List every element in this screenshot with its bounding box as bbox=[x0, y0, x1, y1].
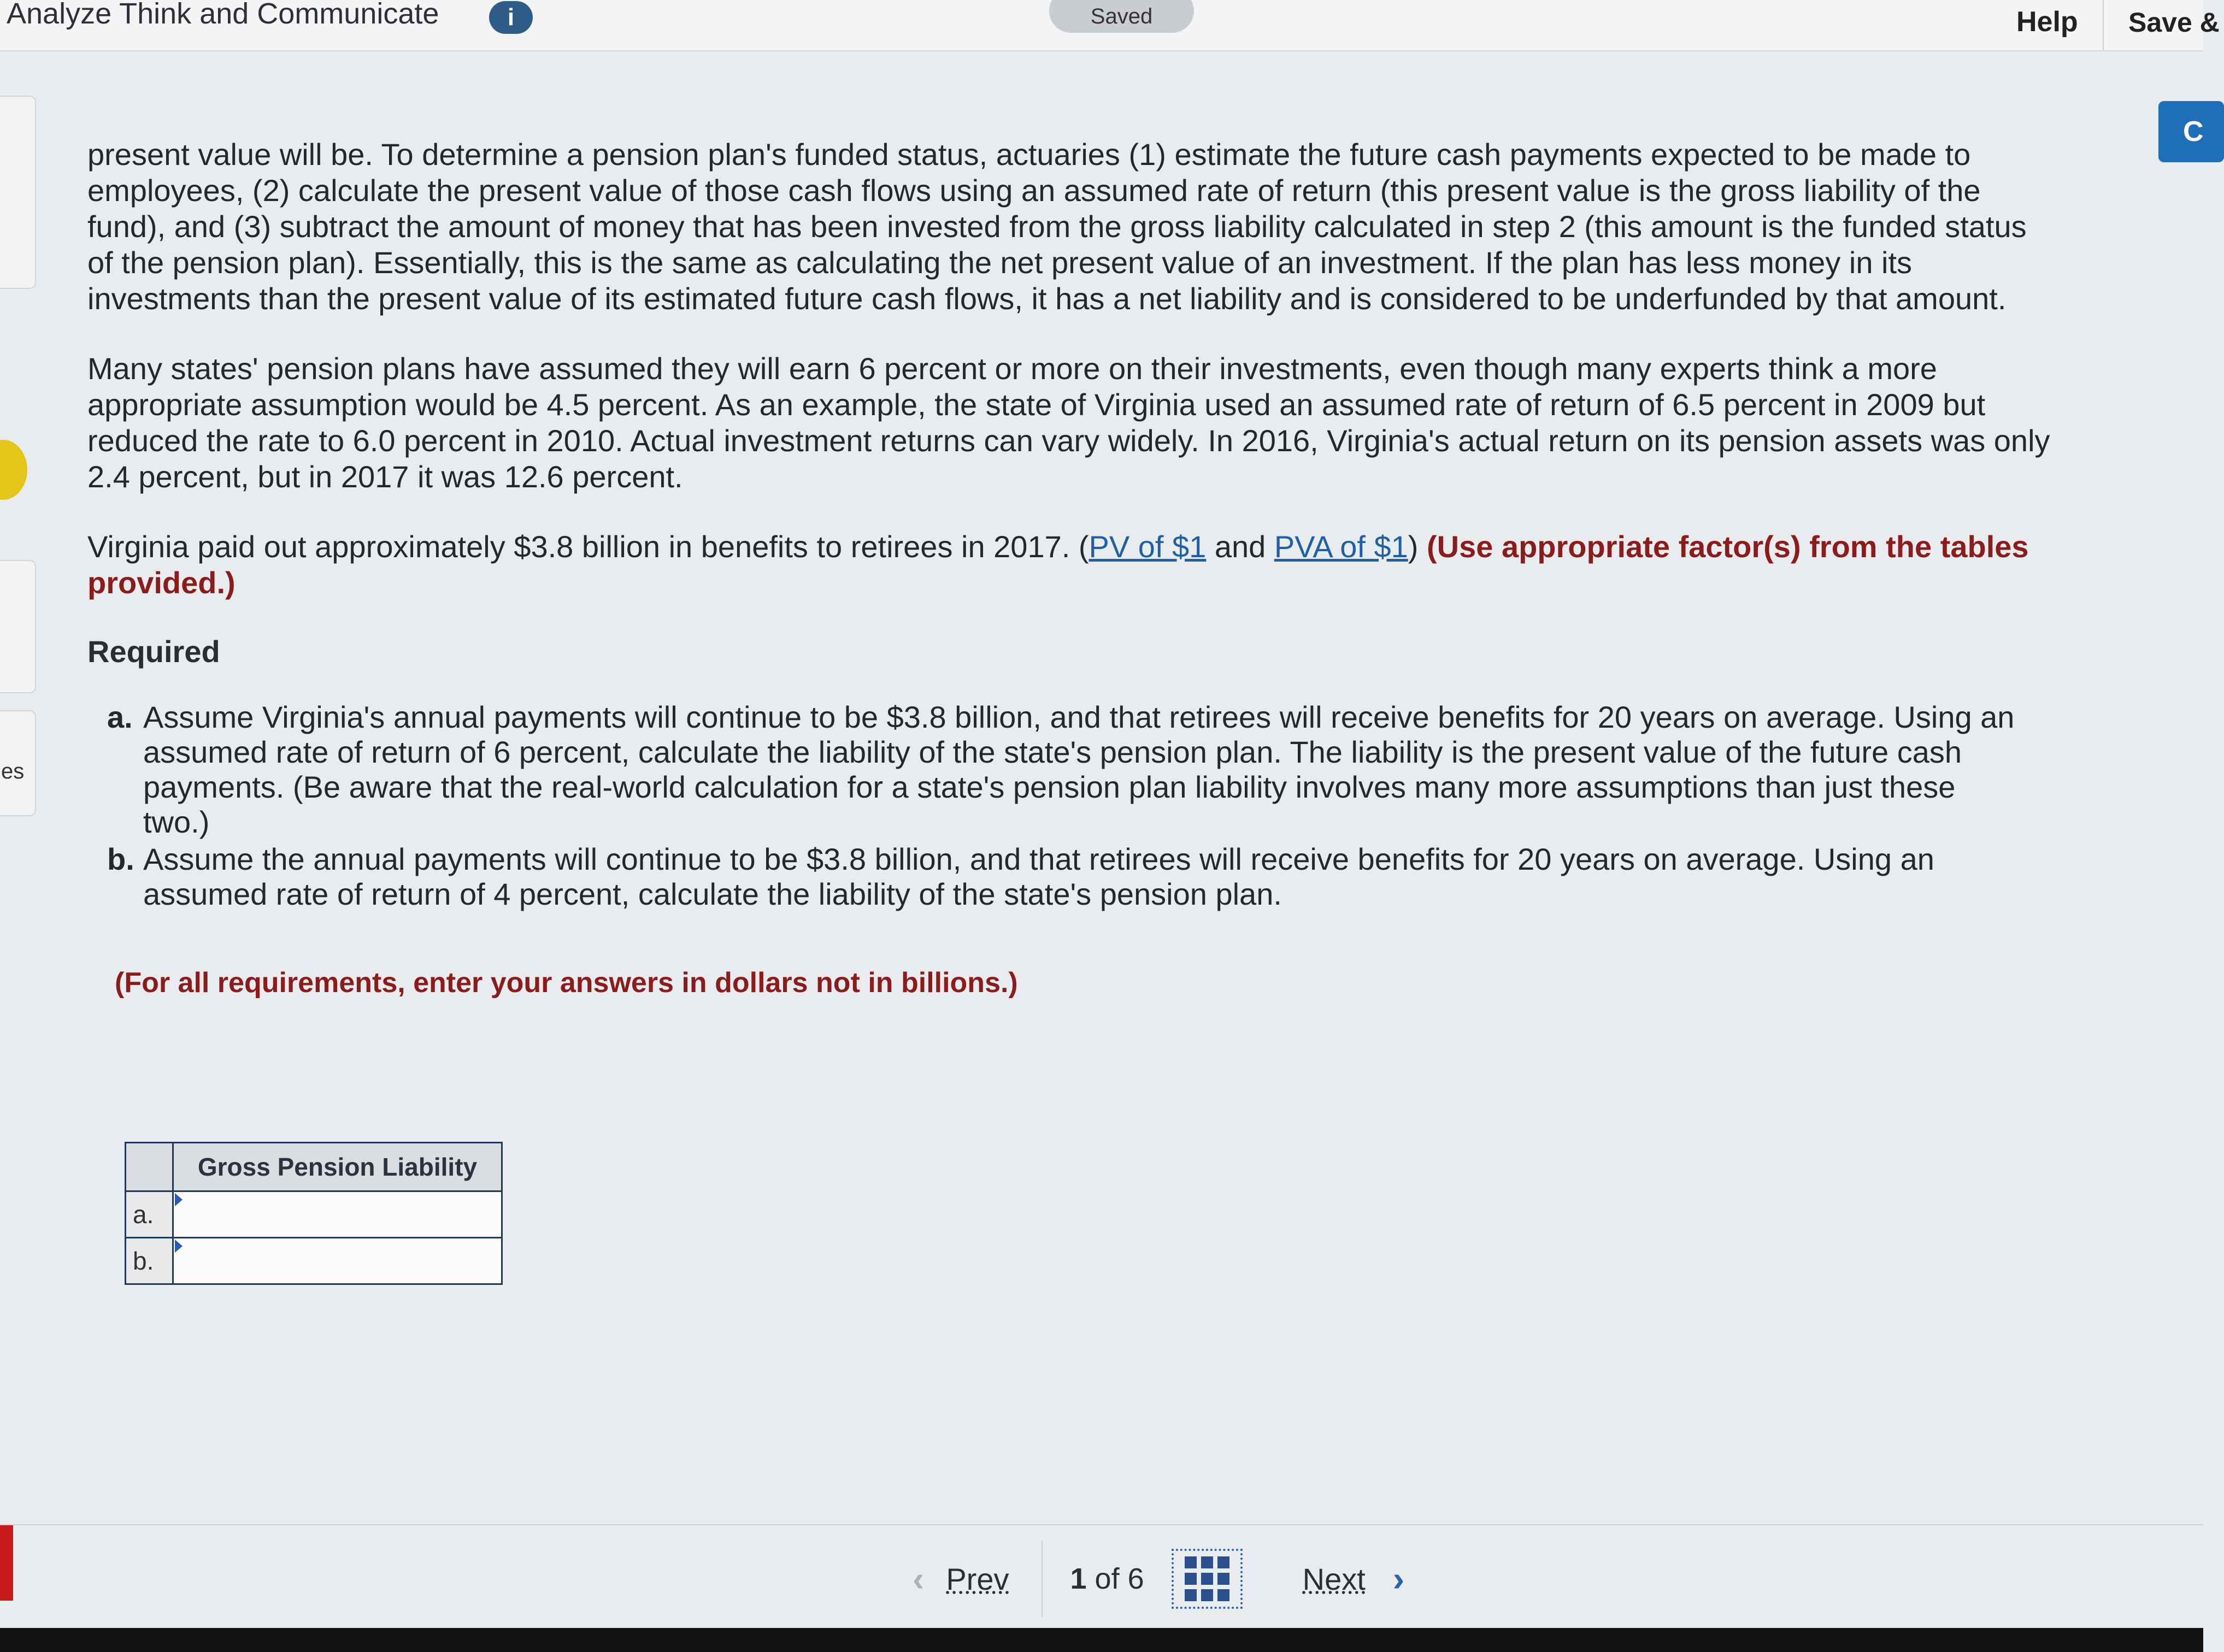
requirement-letter: a. bbox=[107, 700, 133, 734]
save-exit-button[interactable]: Save & bbox=[2128, 7, 2220, 38]
requirement-text: Assume Virginia's annual payments will continue to be $3.8 billion, and that retirees will receive benefits for 20 years on average. Using an assumed rate of return of 6 percent, calculate the liability of the state's pension plan. The liability is the present value of the future cash payments. (Be aware that the real-world calculation for a state's pension plan liability involves many more assumptions than just these two.) bbox=[143, 700, 2015, 839]
assignment-title: Analyze Think and Communicate bbox=[7, 0, 439, 30]
requirements-list bbox=[107, 700, 2055, 912]
right-panel-tab[interactable]: C bbox=[2158, 101, 2224, 162]
pager-divider bbox=[1042, 1541, 1043, 1617]
requirement-b bbox=[107, 842, 2055, 912]
paragraph-funded-status: present value will be. To determine a pension plan's funded status, actuaries (1) estimate the future cash payments expected to be made to employees, (2) calculate the present value of those cash flows using an assumed rate of return (this present value is the gross liability of the fund), and (3) subtract the amount of money that has been invested from the gross liability calculated in step 2 (this amount is the funded status of the pension plan). Essentially, this is the same as calculating the net present value of an investment. If the plan has less money in its investments than the present value of its estimated future cash flows, it has a net liability and is considered to be underfunded by that amount. bbox=[87, 137, 2027, 316]
chevron-right-icon: › bbox=[1392, 1559, 1405, 1598]
chevron-left-icon: ‹ bbox=[913, 1559, 925, 1598]
answer-cell-a[interactable] bbox=[173, 1191, 502, 1238]
benefits-lead: Virginia paid out approximately $3.8 billion in benefits to retirees in 2017. ( bbox=[87, 529, 1089, 564]
requirement-letter: b. bbox=[107, 842, 134, 876]
side-marker bbox=[0, 1524, 13, 1601]
cell-marker-icon bbox=[175, 1193, 183, 1206]
info-icon[interactable]: i bbox=[489, 1, 533, 34]
instruction-emphasis: (Use appropriate factor(s) from the tables provided.) bbox=[87, 529, 2029, 600]
side-panel-label[interactable]: es bbox=[1, 759, 25, 783]
page-counter bbox=[1070, 1562, 1144, 1596]
question-content bbox=[87, 137, 2055, 999]
required-heading: Required bbox=[87, 634, 220, 669]
screen-bottom-bezel bbox=[0, 1628, 2203, 1652]
next-label: Next bbox=[1302, 1561, 1366, 1596]
requirement-text: Assume the annual payments will continue to be $3.8 billion, and that retirees will receive benefits for 20 years on average. Using an assumed rate of return of 4 percent, calculate the liability of the state's pension plan. bbox=[143, 842, 1934, 911]
top-bar bbox=[0, 0, 2220, 51]
answer-input-a[interactable] bbox=[174, 1194, 501, 1235]
toolbar-divider bbox=[2103, 0, 2104, 50]
current-page: 1 bbox=[1070, 1562, 1087, 1595]
help-button[interactable]: Help bbox=[2016, 6, 2078, 38]
table-row bbox=[126, 1191, 502, 1238]
answer-format-note: (For all requirements, enter your answers in dollars not in billions.) bbox=[115, 967, 1018, 999]
side-panel-card bbox=[0, 96, 36, 289]
pva-of-1-link[interactable]: PVA of $1 bbox=[1274, 529, 1408, 564]
paragraph-assumed-returns: Many states' pension plans have assumed they will earn 6 percent or more on their investments, even though many experts think a more appropriate assumption would be 4.5 percent. As an example, the state of Virginia used an assumed rate of return of 6.5 percent in 2009 but reduced the rate to 6.0 percent in 2010. Actual investment returns can vary widely. In 2016, Virginia's actual return on its pension assets was only 2.4 percent, but in 2017 it was 12.6 percent. bbox=[87, 351, 2050, 494]
page-of: of bbox=[1095, 1562, 1120, 1595]
column-header-gross-pension-liability: Gross Pension Liability bbox=[173, 1143, 502, 1191]
question-pager bbox=[880, 1530, 1508, 1628]
paragraph-benefits bbox=[87, 529, 2055, 601]
answer-input-b[interactable] bbox=[174, 1240, 501, 1282]
footer-divider bbox=[0, 1524, 2203, 1525]
row-label-a: a. bbox=[126, 1191, 173, 1238]
answer-table bbox=[125, 1142, 503, 1285]
prev-label: Prev bbox=[946, 1561, 1009, 1596]
answer-cell-b[interactable] bbox=[173, 1238, 502, 1284]
total-pages: 6 bbox=[1127, 1562, 1144, 1595]
table-row bbox=[126, 1238, 502, 1284]
saved-status: Saved bbox=[1049, 0, 1194, 33]
cell-marker-icon bbox=[175, 1240, 183, 1253]
side-panel-card bbox=[0, 560, 36, 693]
prev-button[interactable] bbox=[913, 1559, 1009, 1599]
side-indicator-dot bbox=[0, 440, 27, 500]
close-paren: ) bbox=[1408, 529, 1427, 564]
grid-view-icon[interactable] bbox=[1172, 1549, 1243, 1609]
and-text: and bbox=[1206, 529, 1274, 564]
row-label-b: b. bbox=[126, 1238, 173, 1284]
next-button[interactable] bbox=[1303, 1559, 1404, 1599]
table-corner bbox=[126, 1143, 173, 1191]
pv-of-1-link[interactable]: PV of $1 bbox=[1089, 529, 1207, 564]
requirement-a bbox=[107, 700, 2055, 840]
